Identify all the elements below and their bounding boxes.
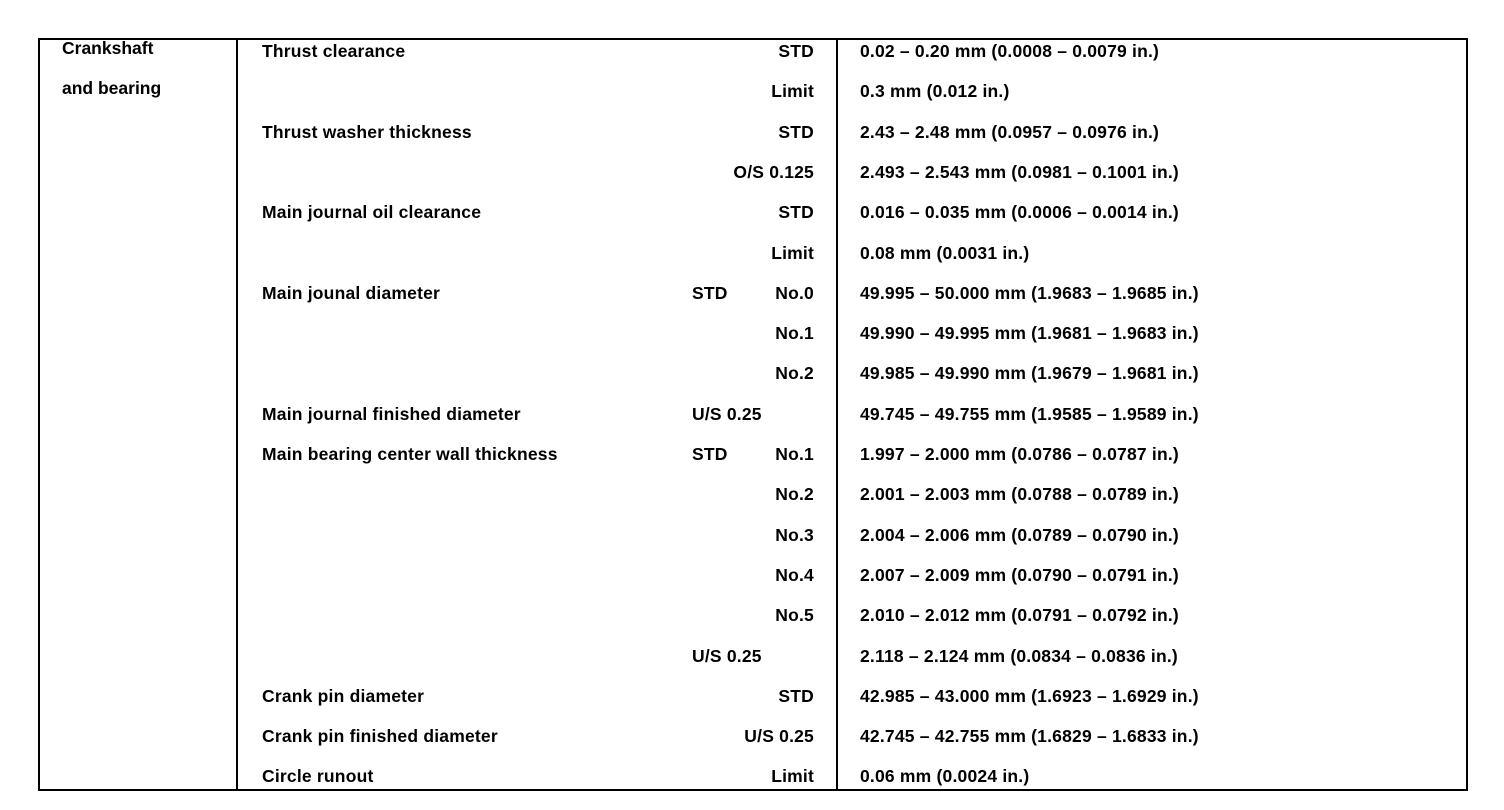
spec-value: 49.985 – 49.990 mm (1.9679 – 1.9681 in.)	[860, 363, 1199, 383]
section-label-line1: Crankshaft	[62, 38, 154, 58]
spec-value: 42.745 – 42.755 mm (1.6829 – 1.6833 in.)	[860, 726, 1199, 746]
spec-condition-label: STD	[778, 686, 814, 706]
spec-value: 49.745 – 49.755 mm (1.9585 – 1.9589 in.)	[860, 404, 1199, 424]
spec-condition-label: U/S 0.25	[744, 726, 814, 746]
spec-value: 0.08 mm (0.0031 in.)	[860, 243, 1030, 263]
right-border	[1466, 38, 1468, 791]
spec-value: 2.004 – 2.006 mm (0.0789 – 0.0790 in.)	[860, 525, 1179, 545]
spec-item-label: Crank pin diameter	[262, 686, 425, 706]
spec-standard-label: STD	[692, 444, 728, 464]
top-border	[38, 38, 1468, 40]
spec-standard-label: U/S 0.25	[692, 646, 762, 666]
spec-value: 0.3 mm (0.012 in.)	[860, 81, 1010, 101]
spec-condition-label: STD	[778, 202, 814, 222]
spec-item-label: Main journal oil clearance	[262, 202, 482, 222]
spec-item-label: Main bearing center wall thickness	[262, 444, 558, 464]
spec-value: 0.016 – 0.035 mm (0.0006 – 0.0014 in.)	[860, 202, 1179, 222]
spec-condition-label: No.2	[775, 484, 814, 504]
spec-item-label: Main journal finished diameter	[262, 404, 521, 424]
section-label-line2: and bearing	[62, 78, 162, 98]
spec-condition-label: No.4	[775, 565, 814, 585]
spec-condition-label: Limit	[771, 766, 814, 786]
spec-value: 2.010 – 2.012 mm (0.0791 – 0.0792 in.)	[860, 605, 1179, 625]
spec-value: 2.001 – 2.003 mm (0.0788 – 0.0789 in.)	[860, 484, 1179, 504]
spec-value: 0.02 – 0.20 mm (0.0008 – 0.0079 in.)	[860, 41, 1160, 61]
spec-condition-label: O/S 0.125	[733, 162, 814, 182]
spec-value: 1.997 – 2.000 mm (0.0786 – 0.0787 in.)	[860, 444, 1179, 464]
spec-item-label: Thrust washer thickness	[262, 122, 472, 142]
spec-condition-label: Limit	[771, 81, 814, 101]
spec-standard-label: U/S 0.25	[692, 404, 762, 424]
spec-item-label: Thrust clearance	[262, 41, 406, 61]
spec-value: 2.007 – 2.009 mm (0.0790 – 0.0791 in.)	[860, 565, 1179, 585]
spec-value: 49.995 – 50.000 mm (1.9683 – 1.9685 in.)	[860, 283, 1199, 303]
spec-value: 0.06 mm (0.0024 in.)	[860, 766, 1030, 786]
spec-item-label: Main jounal diameter	[262, 283, 441, 303]
spec-value: 2.118 – 2.124 mm (0.0834 – 0.0836 in.)	[860, 646, 1178, 666]
bottom-border	[38, 789, 1468, 791]
spec-condition-label: STD	[778, 41, 814, 61]
left-border	[38, 38, 40, 791]
spec-value: 2.493 – 2.543 mm (0.0981 – 0.1001 in.)	[860, 162, 1179, 182]
spec-condition-label: Limit	[771, 243, 814, 263]
value-divider	[836, 38, 838, 791]
section-divider	[236, 38, 238, 791]
spec-value: 42.985 – 43.000 mm (1.6923 – 1.6929 in.)	[860, 686, 1199, 706]
spec-item-label: Crank pin finished diameter	[262, 726, 498, 746]
spec-condition-label: No.1	[775, 444, 814, 464]
spec-item-label: Circle runout	[262, 766, 374, 786]
spec-value: 49.990 – 49.995 mm (1.9681 – 1.9683 in.)	[860, 323, 1199, 343]
spec-condition-label: No.1	[775, 323, 814, 343]
spec-condition-label: No.3	[775, 525, 814, 545]
spec-condition-label: No.5	[775, 605, 814, 625]
spec-value: 2.43 – 2.48 mm (0.0957 – 0.0976 in.)	[860, 122, 1160, 142]
spec-condition-label: No.0	[775, 283, 814, 303]
spec-condition-label: STD	[778, 122, 814, 142]
spec-condition-label: No.2	[775, 363, 814, 383]
spec-standard-label: STD	[692, 283, 728, 303]
